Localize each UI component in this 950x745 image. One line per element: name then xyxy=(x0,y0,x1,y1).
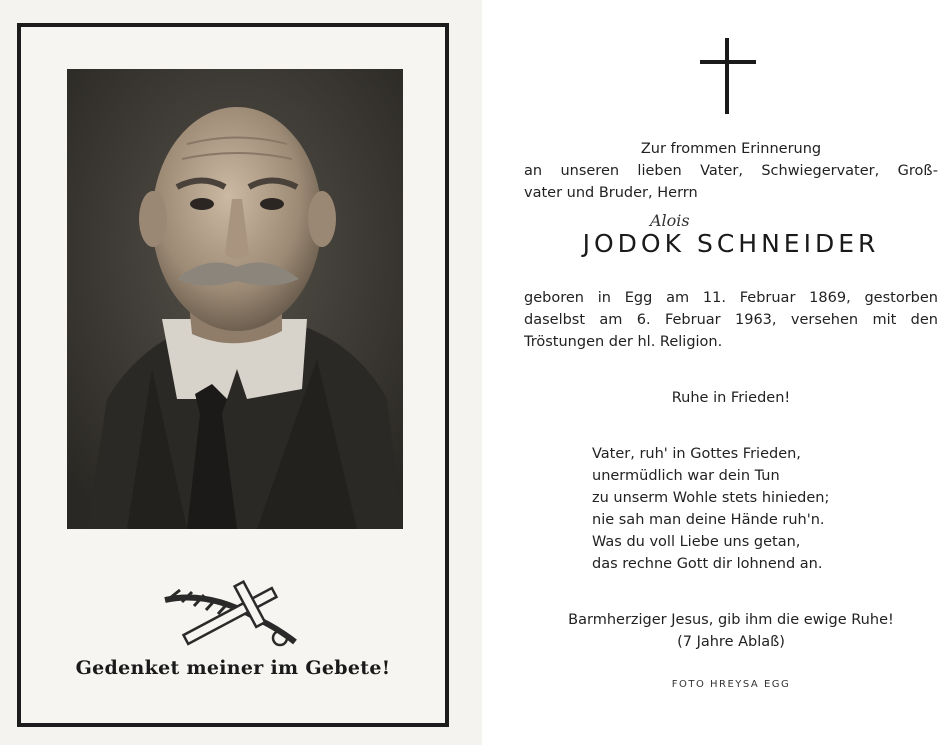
poem-line-6: das rechne Gott dir lohnend an. xyxy=(592,556,823,572)
portrait-photo xyxy=(67,69,403,529)
intro-line-2: an unseren lieben Vater, Schwiegervater, Groß- xyxy=(524,163,938,179)
poem-line-1: Vater, ruh' in Gottes Frieden, xyxy=(592,446,801,462)
intro-line-3: vater und Bruder, Herrn xyxy=(524,185,698,201)
bio-line-1: geboren in Egg am 11. Februar 1869, gestorben xyxy=(524,290,938,306)
poem-line-3: zu unserm Wohle stets hinieden; xyxy=(592,490,830,506)
bio-line-3: Tröstungen der hl. Religion. xyxy=(524,334,723,350)
handwritten-name: Alois xyxy=(650,211,690,230)
cross-icon xyxy=(700,38,756,114)
poem-line-2: unermüdlich war dein Tun xyxy=(592,468,780,484)
indulgence-note: (7 Jahre Ablaß) xyxy=(677,634,785,650)
intro-line-1: Zur frommen Erinnerung xyxy=(640,141,822,157)
poem-line-5: Was du voll Liebe uns getan, xyxy=(592,534,801,550)
photo-credit: FOTO HREYSA EGG xyxy=(671,679,791,690)
cross-and-palm-emblem xyxy=(160,580,300,652)
prayer-caption: Gedenket meiner im Gebete! xyxy=(75,657,391,679)
rest-in-peace: Ruhe in Frieden! xyxy=(671,390,791,406)
bio-line-2: daselbst am 6. Februar 1963, versehen mit den xyxy=(524,312,938,328)
closing-prayer: Barmherziger Jesus, gib ihm die ewige Ruhe! xyxy=(568,612,894,628)
deceased-name: JODOK SCHNEIDER xyxy=(582,229,880,258)
poem-line-4: nie sah man deine Hände ruh'n. xyxy=(592,512,825,528)
